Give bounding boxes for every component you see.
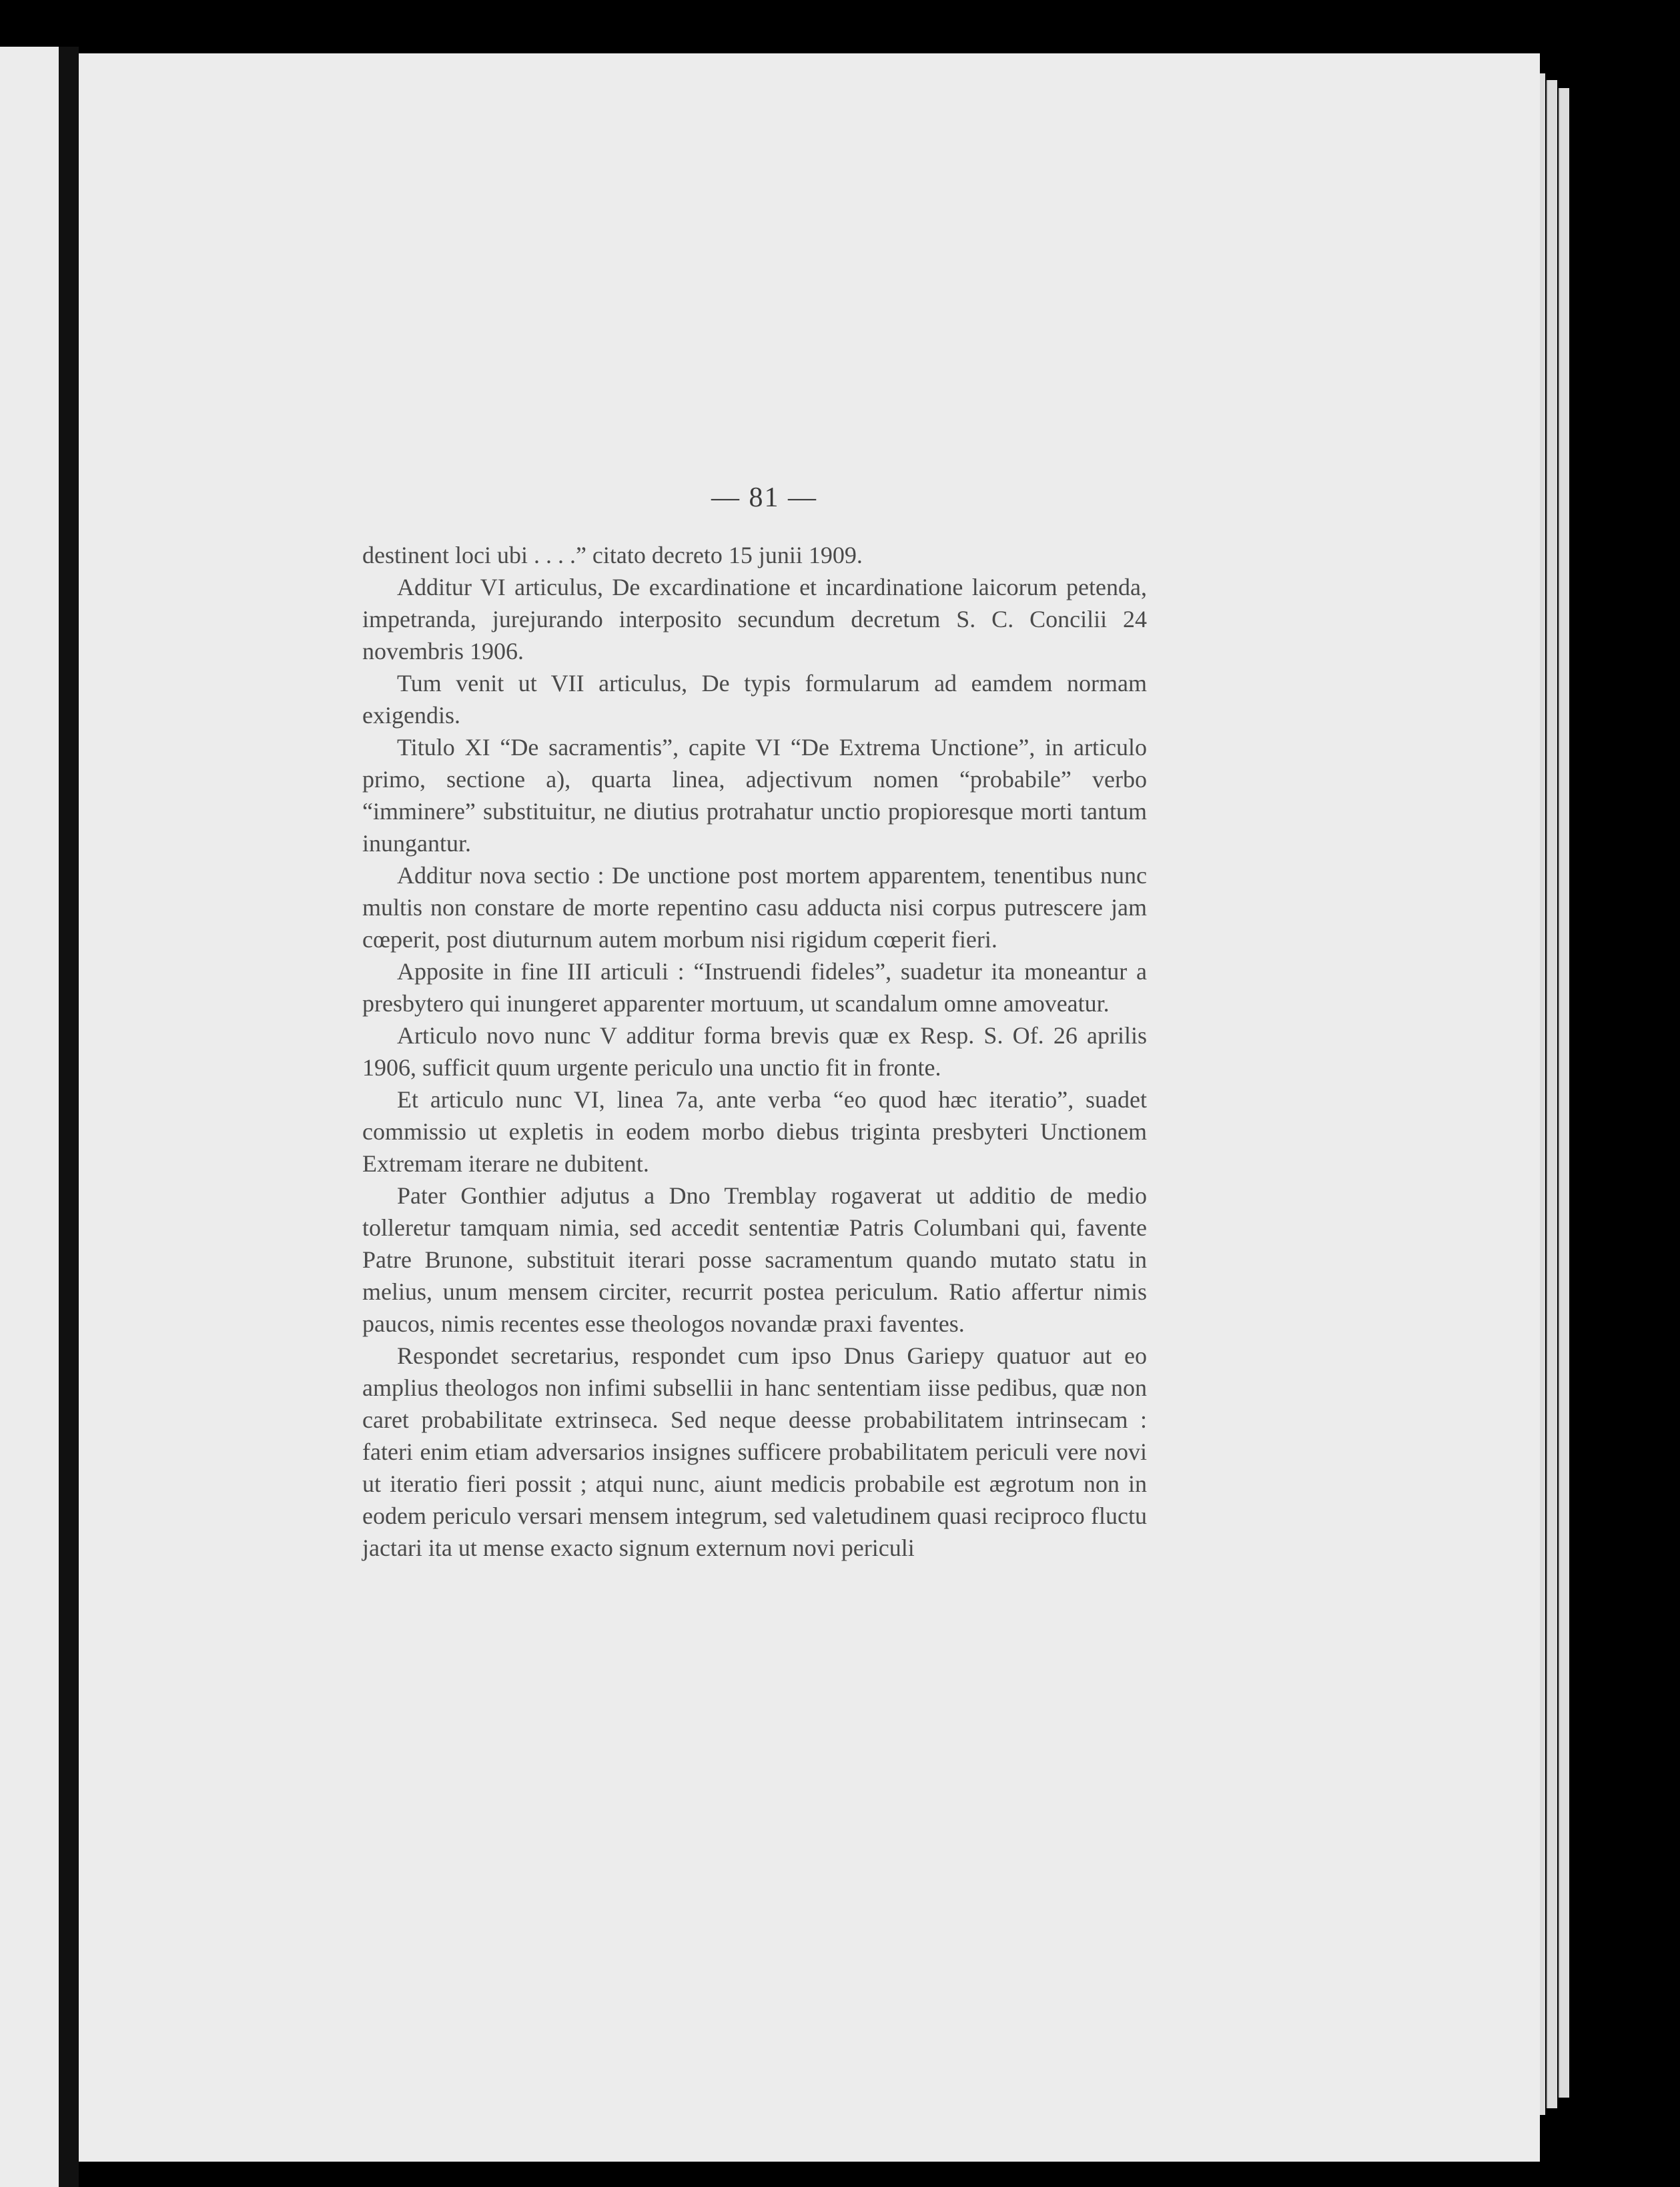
paragraph: Respondet secretarius, respondet cum ipso Dnus Gariepy quatuor aut eo amplius theologos non infimi subsellii in hanc sententiam iisse pedibus, quæ non caret probabilitate extrinseca. Sed neque deesse probabilitatem intrinsecam : fateri enim etiam adversarios insignes sufficere probabilitatem periculi vere novi ut iteratio fieri possit ; atqui nunc, aiunt medicis probabile est ægrotum non in eodem periculo versari mensem integrum, sed valetudinem quasi reciproco fluctu jactari ita ut mense exacto signum externum novi periculi <box>362 1342 1147 1561</box>
page-number: — 81 — <box>711 482 817 513</box>
paragraph: Articulo novo nunc V additur forma brevis quæ ex Resp. S. Of. 26 aprilis 1906, sufficit quum urgente periculo una unctio fit in fronte. <box>362 1022 1147 1081</box>
paragraph: destinent loci ubi . . . .” citato decreto 15 junii 1909. <box>362 542 863 568</box>
paragraph: Additur VI articulus, De excardinatione et incardinatione laicorum petenda, impetranda, jurejurando interposito secundum decretum S. C. Concilii 24 novembris 1906. <box>362 574 1147 665</box>
paragraph: Tum venit ut VII articulus, De typis formularum ad eamdem normam exigendis. <box>362 670 1147 729</box>
paragraph: Titulo XI “De sacramentis”, capite VI “De Extrema Unctione”, in articulo primo, sectione a), quarta linea, adjectivum nomen “probabile” verbo “imminere” substituitur, ne diutius protrahatur unctio propioresque morti tantum inungantur. <box>362 734 1147 857</box>
paragraph: Et articulo nunc VI, linea 7a, ante verba “eo quod hæc iteratio”, suadet commissio ut expletis in eodem morbo diebus triginta presbyteri Unctionem Extremam iterare ne dubitent. <box>362 1086 1147 1177</box>
book-gutter <box>59 47 79 2187</box>
paragraph: Apposite in fine III articuli : “Instruendi fideles”, suadetur ita moneantur a presbytero qui inungeret apparenter mortuum, ut scandalum omne amoveatur. <box>362 958 1147 1017</box>
paragraph: Pater Gonthier adjutus a Dno Tremblay rogaverat ut additio de medio tolleretur tamquam nimia, sed accedit sententiæ Patris Columbani qui, favente Patre Brunone, substituit iterari posse sacramentum quando mutato statu in melius, unum mensem circiter, recurrit postea periculum. Ratio affertur nimis paucos, nimis recentes esse theologos novandæ praxi faventes. <box>362 1182 1147 1337</box>
paragraph: Additur nova sectio : De unctione post mortem apparentem, tenentibus nunc multis non constare de morte repentino casu adducta nisi corpus putrescere jam cœperit, post diuturnum autem morbum nisi rigidum cœperit fieri. <box>362 862 1147 953</box>
page-stack-edge <box>1547 80 1557 2108</box>
facing-page-edge <box>0 47 59 2187</box>
page-stack-edge <box>1559 88 1569 2098</box>
body-text <box>362 539 1147 1564</box>
